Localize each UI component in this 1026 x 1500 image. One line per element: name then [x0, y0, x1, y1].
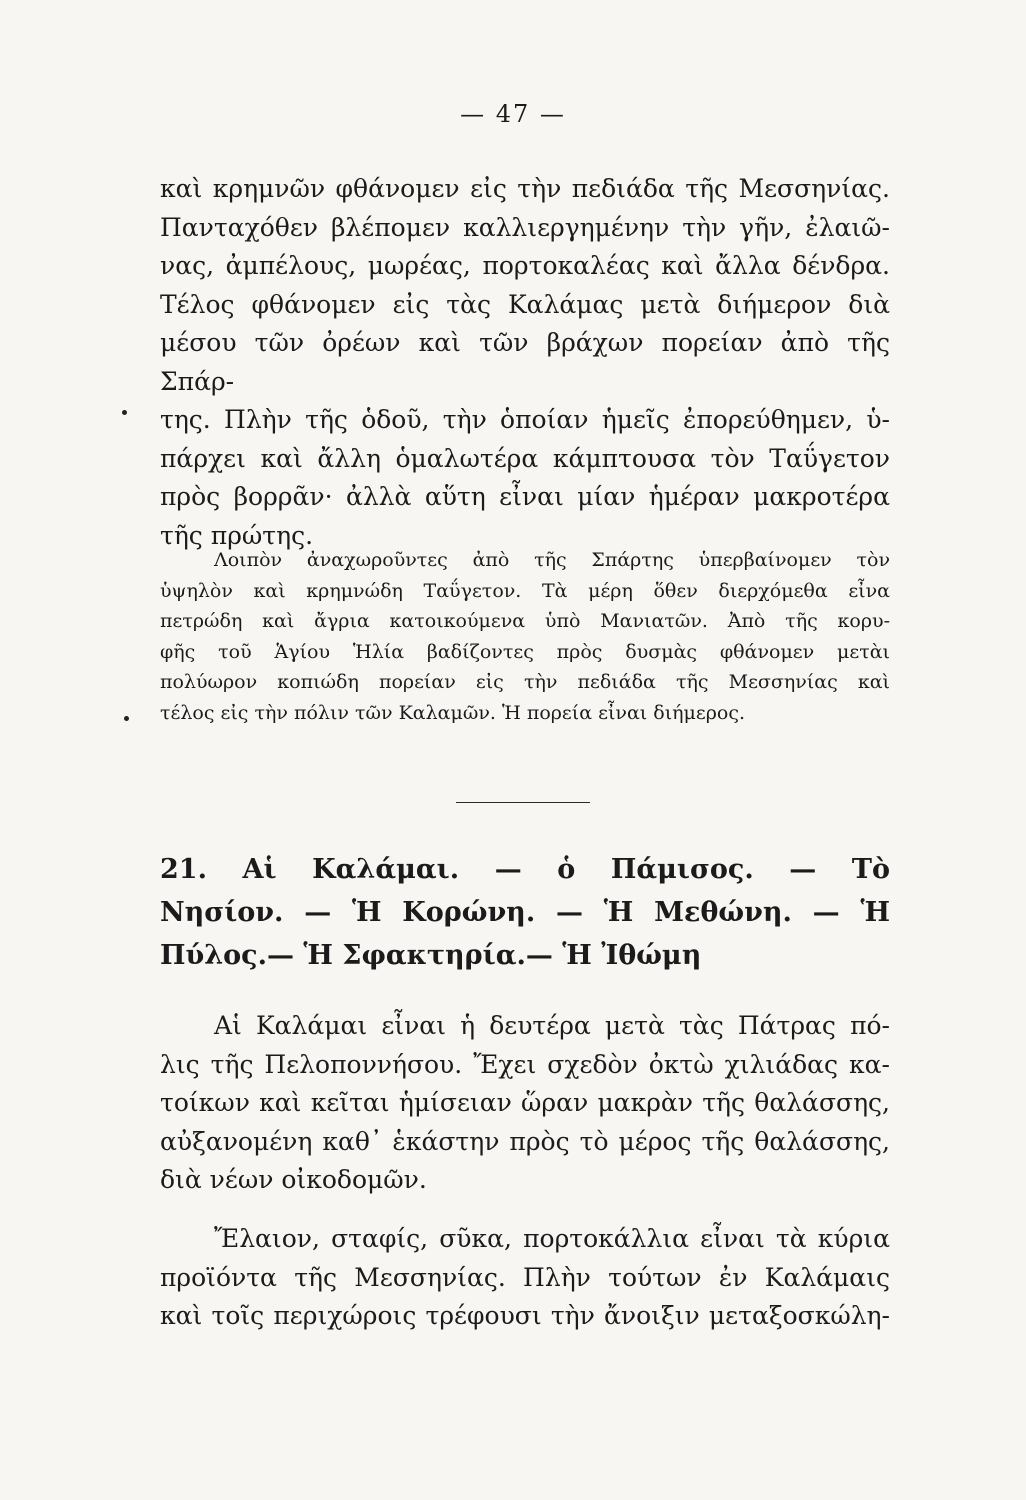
paragraph-1 — [160, 170, 890, 555]
text-line: καὶ κρημνῶν φθάνομεν εἰς τὴν πεδιάδα τῆς Μεσσηνίας. — [160, 174, 890, 203]
text-line: Πανταχόθεν βλέπομεν καλλιεργημένην τὴν γῆν, ἐλαιῶ- — [160, 212, 890, 242]
text-line: Ἔλαιον, σταφίς, σῦκα, πορτοκάλλια εἶναι τὰ κύρια — [214, 1224, 890, 1253]
paragraph-4 — [160, 1220, 890, 1336]
text-line: προϊόντα τῆς Μεσσηνίας. Πλὴν τούτων ἐν Καλάμαις — [160, 1262, 890, 1292]
page-number: — 47 — — [460, 100, 566, 128]
heading-line: Νησίον. — Ἡ Κορώνη. — Ἡ Μεθώνη. — Ἡ — [160, 897, 890, 928]
text-line: πολύωρον κοπιώδη πορείαν εἰς τὴν πεδιάδα τῆς Μεσσηνίας καὶ — [160, 671, 890, 693]
text-line: πρὸς βορρᾶν· ἀλλὰ αὕτη εἶναι μίαν ἡμέραν μακροτέρα — [160, 482, 890, 511]
section-divider — [456, 802, 590, 803]
ink-speck — [122, 410, 127, 415]
paragraph-2-small — [160, 545, 890, 728]
text-line: τῆς πρώτης. — [160, 520, 314, 550]
paragraph-3 — [160, 1007, 890, 1200]
heading-line: Πύλος.— Ἡ Σφακτηρία.— Ἡ Ἰθώμη — [160, 940, 702, 971]
text-line: νας, ἀμπέλους, μωρέας, πορτοκαλέας καὶ ἄλλα δένδρα. — [160, 251, 890, 280]
text-line: Αἱ Καλάμαι εἶναι ἡ δευτέρα μετὰ τὰς Πάτρας πό- — [214, 1011, 890, 1040]
text-line: διὰ νέων οἰκοδομῶν. — [160, 1165, 427, 1194]
text-line: πάρχει καὶ ἄλλη ὁμαλωτέρα κάμπτουσα τὸν Ταΰγετον — [160, 443, 890, 473]
ink-speck — [124, 716, 129, 721]
section-heading — [160, 848, 890, 977]
text-line: καὶ τοῖς περιχώροις τρέφουσι τὴν ἄνοιξιν μεταξοσκώλη- — [160, 1301, 890, 1330]
text-line: τοίκων καὶ κεῖται ἡμίσειαν ὥραν μακρὰν τῆς θαλάσσης, — [160, 1088, 890, 1117]
text-line: Τέλος φθάνομεν εἰς τὰς Καλάμας μετὰ διήμερον διὰ — [160, 289, 890, 319]
text-line: αὐξανομένη καθ᾽ ἑκάστην πρὸς τὸ μέρος τῆς θαλάσσης, — [160, 1126, 890, 1156]
text-line: πετρώδη καὶ ἄγρια κατοικούμενα ὑπὸ Μανιατῶν. Ἀπὸ τῆς κορυ- — [160, 610, 890, 632]
text-line: μέσου τῶν ὀρέων καὶ τῶν βράχων πορείαν ἀπὸ τῆς Σπάρ- — [160, 328, 890, 396]
text-line: ὑψηλὸν καὶ κρημνώδη Ταΰγετον. Τὰ μέρη ὅθεν διερχόμεθα εἶνα — [160, 579, 890, 602]
text-line: λις τῆς Πελοποννήσου. Ἔχει σχεδὸν ὀκτὼ χιλιάδας κα- — [160, 1049, 890, 1079]
heading-line: 21. Αἱ Καλάμαι. — ὁ Πάμισος. — Τὸ — [160, 854, 890, 885]
text-line: τέλος εἰς τὴν πόλιν τῶν Καλαμῶν. Ἡ πορεία εἶναι διήμερος. — [160, 701, 746, 724]
text-line: της. Πλὴν τῆς ὁδοῦ, τὴν ὁποίαν ἡμεῖς ἐπορεύθημεν, ὑ- — [160, 405, 890, 434]
text-line: Λοιπὸν ἀναχωροῦντες ἀπὸ τῆς Σπάρτης ὑπερβαίνομεν τὸν — [214, 549, 890, 571]
text-line: φῆς τοῦ Ἁγίου Ἡλία βαδίζοντες πρὸς δυσμὰς φθάνομεν μετὰι — [160, 640, 890, 663]
